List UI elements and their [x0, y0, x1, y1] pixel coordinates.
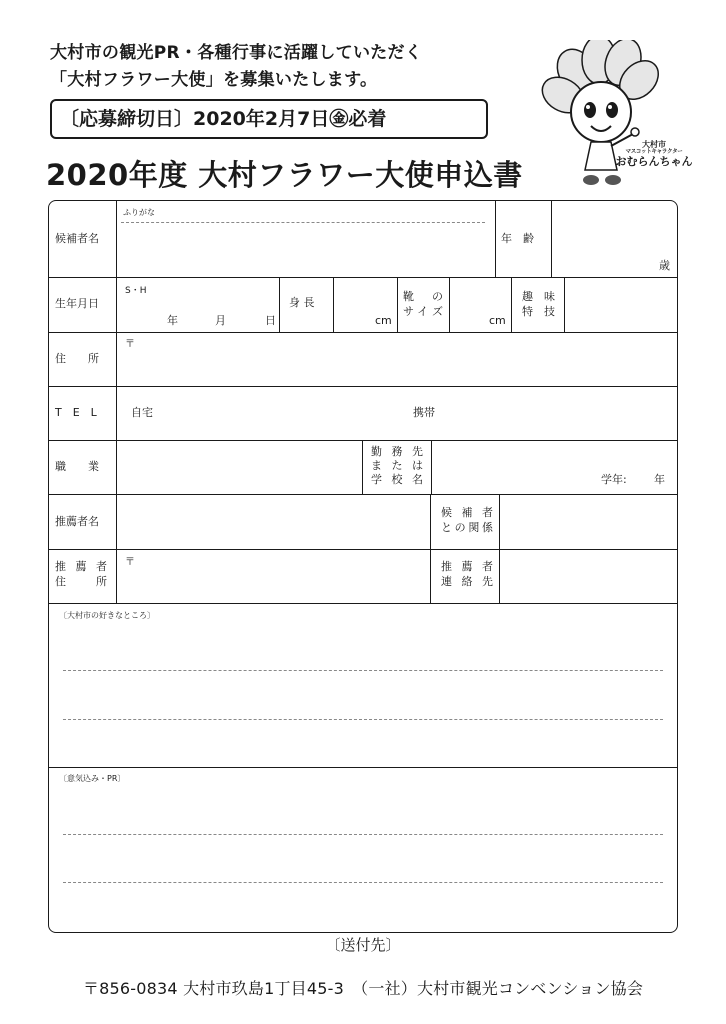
intro-line-1: 大村市の観光PR・各種行事に活躍していただく: [50, 43, 423, 63]
label-shoe-size-line1: 靴 の: [403, 290, 443, 303]
shoe-unit-cm: cm: [489, 314, 506, 327]
label-year: 年: [167, 314, 178, 327]
mascot-caption: [615, 140, 693, 168]
label-school-year: 学年:: [601, 473, 627, 486]
form-title: 2020年度 大村フラワー大使申込書: [46, 158, 523, 192]
label-hobby-line1: 趣 味: [522, 290, 555, 303]
send-to-address: 〒856-0834 大村市玖島1丁目45-3 （一社）大村市観光コンベンション協会: [82, 979, 644, 998]
mascot-caption-name: おむらんちゃん: [615, 154, 693, 168]
rec-address-postal-mark: 〒: [125, 557, 135, 568]
school-year-unit: 年: [654, 473, 665, 486]
label-relation-line2: との関係: [441, 521, 493, 534]
address-postal-mark: 〒: [125, 339, 135, 350]
label-occupation: 職 業: [55, 460, 99, 473]
label-height: 身 長: [289, 296, 315, 309]
label-workplace-line2: ま た は: [371, 459, 423, 472]
label-day: 日: [265, 314, 276, 327]
label-month: 月: [215, 314, 226, 327]
label-tel-mobile: 携帯: [413, 406, 435, 419]
label-rec-contact-line2: 連 絡 先: [441, 575, 493, 588]
label-workplace-line1: 勤 務 先: [371, 445, 423, 458]
label-likes-section: 〔大村市の好きなところ〕: [59, 611, 155, 620]
deadline-box: 〔応募締切日〕2020年2月7日㊎必着: [50, 99, 488, 139]
application-form: [48, 200, 678, 933]
intro-line-2: 「大村フラワー大使」を募集いたします。: [50, 70, 378, 90]
label-rec-address-line2: 住 所: [55, 575, 107, 588]
mascot-caption-sub: マスコットキャラクター: [625, 149, 683, 156]
intro-text: [50, 40, 422, 94]
send-to-heading: 〔送付先〕: [325, 936, 401, 954]
label-address: 住 所: [55, 352, 99, 365]
label-tel: T E L: [55, 406, 97, 419]
label-furigana: ふりがな: [123, 208, 155, 217]
era-options: S・H: [125, 286, 147, 296]
height-unit-cm: cm: [375, 314, 392, 327]
label-rec-contact-line1: 推 薦 者: [441, 560, 493, 573]
mascot-caption-city: 大村市: [642, 140, 666, 149]
label-workplace-line3: 学 校 名: [371, 473, 423, 486]
age-unit: 歳: [659, 259, 670, 272]
label-relation-line1: 候 補 者: [441, 506, 493, 519]
label-shoe-size-line2: サイズ: [403, 305, 443, 318]
label-rec-address-line1: 推 薦 者: [55, 560, 107, 573]
label-birth-date: 生年月日: [55, 297, 99, 310]
label-age: 年 齢: [501, 232, 534, 245]
label-candidate-name: 候補者名: [55, 232, 99, 245]
label-tel-home: 自宅: [131, 406, 153, 419]
label-recommender-name: 推薦者名: [55, 515, 99, 528]
label-hobby-line2: 特 技: [522, 305, 555, 318]
label-pr-section: 〔意気込み・PR〕: [59, 774, 126, 783]
